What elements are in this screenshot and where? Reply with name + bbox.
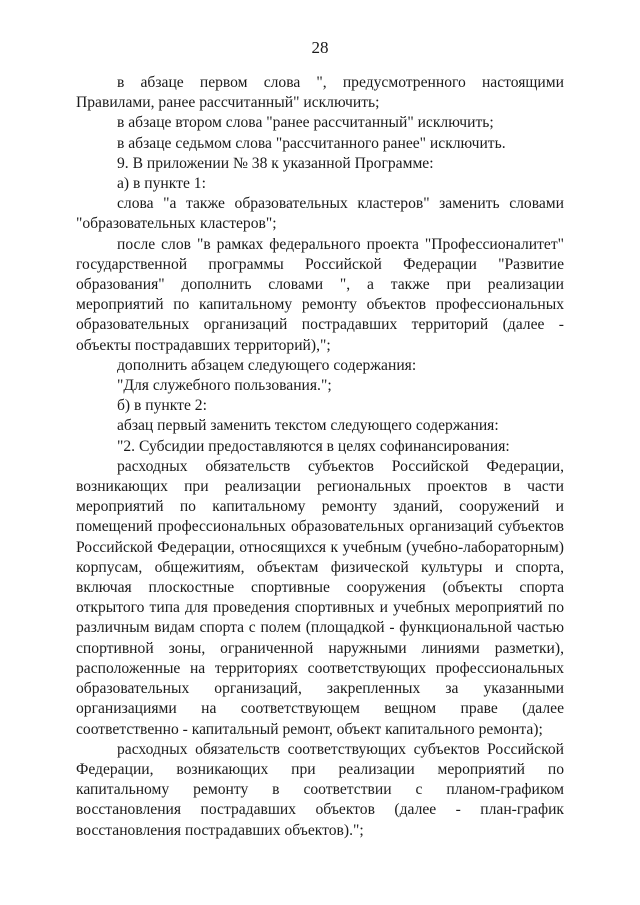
paragraph: а) в пункте 1: — [117, 175, 206, 193]
paragraph: 9. В приложении № 38 к указанной Программе: — [117, 154, 434, 172]
page-number: 28 — [311, 38, 329, 57]
paragraph: расходных обязательств соответствующих субъектов Российской Федерации, возникающих при реализации мероприятий по капитальному ремонту в соответствии с планом-графиком восстановления пострадавших объектов (далее - план-график восстановления пострадавших объектов)."; — [76, 740, 564, 839]
paragraph: дополнить абзацем следующего содержания: — [117, 356, 417, 374]
paragraph: "2. Субсидии предоставляются в целях софинансирования: — [117, 437, 510, 455]
paragraph: в абзаце седьмом слова "рассчитанного ранее" исключить. — [117, 134, 506, 152]
paragraph: после слов "в рамках федерального проекта "Профессионалитет" государственной программы Российской Федерации "Развитие образования" дополнить словами ", а также при реализации мероприятий по капитальному ремонту объектов профессиональных образовательных организаций пострадавших территорий (далее - объекты пострадавших территорий),"; — [76, 235, 564, 354]
paragraph: расходных обязательств субъектов Российской Федерации, возникающих при реализации региональных проектов в части мероприятий по капитальному ремонту зданий, сооружений и помещений профессиональных образовательных организаций субъектов Российской Федерации, относящихся к учебным (учебно-лабораторным) корпусам, общежитиям, объектам физической культуры и спорта, включая плоскостные спортивные сооружения (объекты спорта открытого типа для проведения спортивных и учебных мероприятий по различным видам спорта с полем (площадкой - функциональной частью спортивной зоны, ограниченной наружными линиями разметки), расположенные на территориях соответствующих профессиональных образовательных организаций, закрепленных за указанными организациями на соответствующем вещном праве (далее соответственно - капитальный ремонт, объект капитального ремонта); — [76, 457, 564, 738]
paragraph: в абзаце втором слова "ранее рассчитанный" исключить; — [117, 114, 494, 132]
paragraph: абзац первый заменить текстом следующего содержания: — [117, 417, 499, 435]
paragraph: в абзаце первом слова ", предусмотренного настоящими Правилами, ранее рассчитанный" исключить; — [76, 74, 564, 112]
document-body — [76, 73, 564, 841]
paragraph: "Для служебного пользования."; — [117, 377, 332, 395]
paragraph: б) в пункте 2: — [117, 397, 207, 415]
paragraph: слова "а также образовательных кластеров" заменить словами "образовательных кластеров"; — [76, 195, 564, 233]
